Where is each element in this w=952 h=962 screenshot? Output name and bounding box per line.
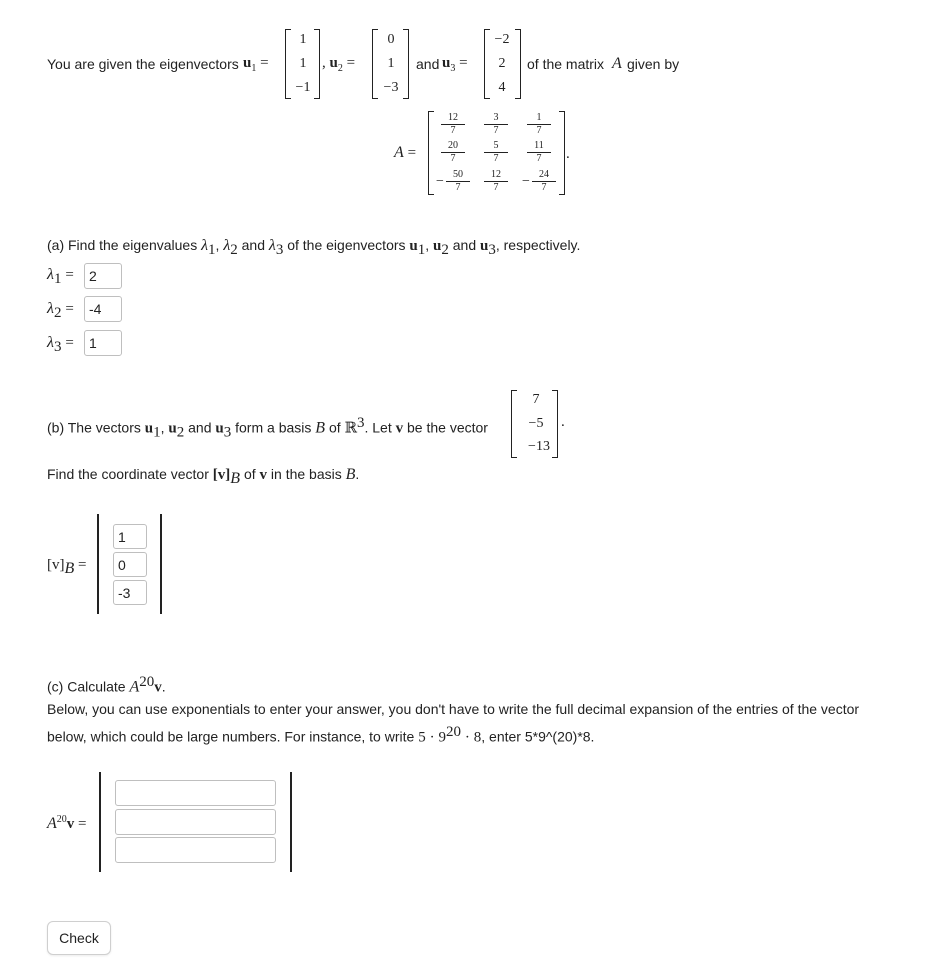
part-a-question: (a) Find the eigenvalues $\lambda_1$, $\lambda_2$ and $\lambda_3$ of the eigenvectors $u_1$, $u_2$ and $u_3$, respectively. xyxy=(47,237,581,258)
lambda3-input[interactable] xyxy=(84,330,122,356)
a-33: $\frac{24}{7}$ xyxy=(532,170,556,193)
lambda3-label: $\lambda_3$ = xyxy=(47,334,74,355)
a20v-label: $A^{20}v$ = xyxy=(47,814,87,832)
a20v-input-1[interactable] xyxy=(115,780,276,806)
intro-suffix: of the matrix xyxy=(527,56,605,72)
a-31: $\frac{50}{7}$ xyxy=(446,170,470,193)
u2-label: , $u_2$ = xyxy=(322,55,356,74)
coord-right-bar xyxy=(160,514,162,614)
lambda2-input[interactable] xyxy=(84,296,122,322)
a-22: $\frac{5}{7}$ xyxy=(484,141,508,164)
coord-input-1[interactable] xyxy=(113,524,147,549)
a-11: $\frac{12}{7}$ xyxy=(441,113,465,136)
lambda2-label: $\lambda_2$ = xyxy=(47,300,74,321)
intro-and: and xyxy=(416,56,440,72)
coord-input-2[interactable] xyxy=(113,552,147,577)
a20v-right-bar xyxy=(290,772,292,872)
intro-prefix: You are given the eigenvectors xyxy=(47,56,239,72)
coord-left-bar xyxy=(97,514,99,614)
a-12: $\frac{3}{7}$ xyxy=(484,113,508,136)
lambda1-label: $\lambda_1$ = xyxy=(47,266,74,287)
matrix-a-symbol: A xyxy=(612,55,622,72)
part-c-instructions-1: Below, you can use exponentials to enter your answer, you don't have to write the full decimal expansion of the entries of the vector xyxy=(47,701,860,717)
u3-label: $u_3$ = xyxy=(442,55,468,74)
part-b-question: (b) The vectors $u_1$, $u_2$ and $u_3$ form a basis B of ℝ$^3$. Let v be the vector xyxy=(47,415,488,441)
lambda1-input[interactable] xyxy=(84,263,122,289)
a-21: $\frac{20}{7}$ xyxy=(441,141,465,164)
a20v-left-bar xyxy=(99,772,101,872)
a20v-input-3[interactable] xyxy=(115,837,276,863)
coord-vector-label: $[v]_B$ = xyxy=(47,557,87,577)
a-23: $\frac{11}{7}$ xyxy=(527,141,551,164)
a20v-input-2[interactable] xyxy=(115,809,276,835)
coord-input-3[interactable] xyxy=(113,580,147,605)
check-button[interactable]: Check xyxy=(47,921,111,955)
a-13: $\frac{1}{7}$ xyxy=(527,113,551,136)
matrix-a-label: A = xyxy=(394,144,417,161)
u1-label: $u_1$ = xyxy=(243,55,269,74)
part-b-find: Find the coordinate vector $[v]_B$ of v in the basis B. xyxy=(47,466,360,487)
a-32: $\frac{12}{7}$ xyxy=(484,170,508,193)
part-c-instructions-2: below, which could be large numbers. For instance, to write $5 \cdot 9^{20} \cdot 8$, enter 5*9^(20)*8. xyxy=(47,724,595,746)
intro-given-by: given by xyxy=(627,56,680,72)
part-c-question: (c) Calculate $A^{20}v$. xyxy=(47,674,166,696)
